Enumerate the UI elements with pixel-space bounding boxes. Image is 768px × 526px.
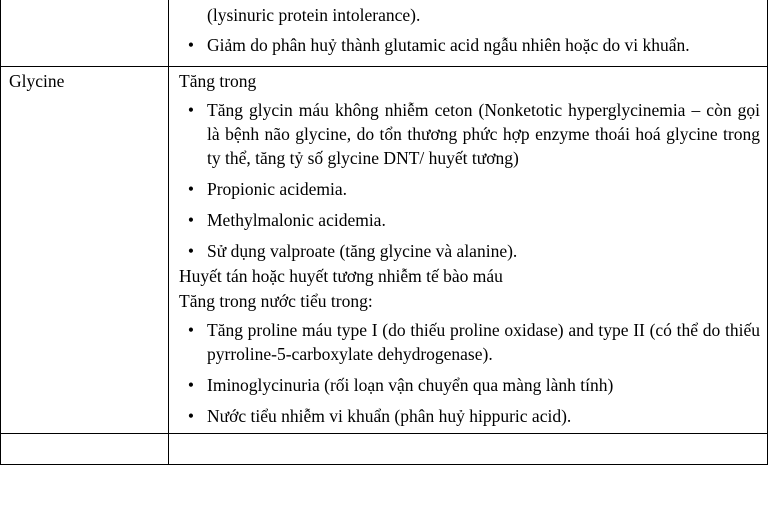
bullet-icon: • — [187, 241, 195, 261]
list-item-text: Sử dụng valproate (tăng glycine và alanine). — [207, 241, 518, 261]
list-item-text: Tăng proline máu type I (do thiếu proline oxidase) and type II (có thể do thiếu pyrroline-5-carboxylate dehydrogenase). — [207, 320, 760, 364]
content-cell-empty — [169, 434, 768, 465]
list-item-text: Nước tiểu nhiễm vi khuẩn (phân huỷ hippuric acid). — [207, 406, 572, 426]
list-item — [169, 177, 767, 201]
list-item — [169, 239, 767, 263]
list-item-text: Iminoglycinuria (rối loạn vận chuyển qua màng lành tính) — [207, 375, 614, 395]
label-cell-empty — [1, 434, 169, 465]
list-item — [169, 318, 767, 366]
bullet-icon: • — [187, 35, 195, 55]
list-item — [169, 404, 767, 428]
list-item-text: Methylmalonic acidemia. — [207, 210, 386, 230]
bullet-icon: • — [187, 375, 195, 395]
bullet-icon: • — [187, 100, 195, 120]
list-item — [169, 373, 767, 397]
list-item-text: (lysinuric protein intolerance). — [207, 5, 421, 25]
list-item — [169, 98, 767, 170]
list-item-text: Propionic acidemia. — [207, 179, 347, 199]
bullet-icon: • — [187, 210, 195, 230]
table-row — [1, 67, 768, 434]
list-item — [169, 208, 767, 232]
bullet-icon: • — [187, 179, 195, 199]
bullet-icon: • — [187, 406, 195, 426]
label-cell-empty — [1, 0, 169, 67]
bullet-icon: • — [187, 320, 195, 340]
list-item — [169, 3, 767, 27]
table-row — [1, 434, 768, 465]
section-heading: Tăng trong — [179, 71, 257, 91]
list-item — [169, 33, 767, 57]
list-item-text: Giảm do phân huỷ thành glutamic acid ngẫu nhiên hoặc do vi khuẩn. — [207, 35, 690, 55]
body-line: Huyết tán hoặc huyết tương nhiễm tế bào máu — [179, 266, 503, 286]
label-cell — [1, 67, 169, 434]
row-label: Glycine — [9, 71, 65, 91]
table-row — [1, 0, 768, 67]
content-cell — [169, 67, 768, 434]
list-item-text: Tăng glycin máu không nhiễm ceton (Nonketotic hyperglycinemia – còn gọi là bệnh não glycine, do tổn thương phức hợp enzyme thoái hoá glycine trong ty thể, tăng tỷ số glycine DNT/ huyết tương) — [207, 100, 760, 168]
section-heading: Tăng trong nước tiểu trong: — [179, 291, 373, 311]
content-cell — [169, 0, 768, 67]
